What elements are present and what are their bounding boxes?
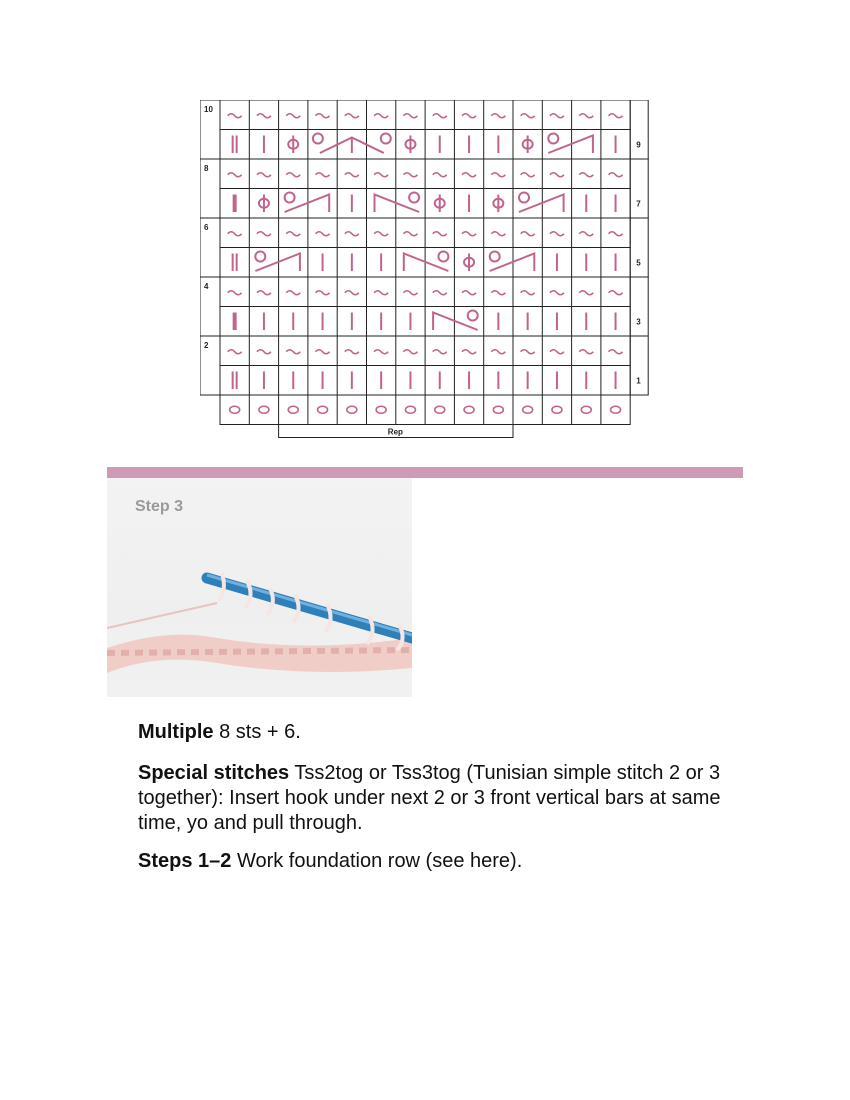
svg-text:6: 6	[204, 223, 209, 232]
svg-text:9: 9	[636, 140, 641, 150]
multiple-label: Multiple	[138, 721, 214, 743]
svg-text:Rep: Rep	[387, 427, 403, 437]
steps-label: Steps 1–2	[138, 850, 232, 872]
svg-text:10: 10	[204, 105, 213, 114]
steps-value: Work foundation row (see here).	[231, 850, 523, 872]
multiple-value: 8 sts + 6.	[213, 721, 301, 743]
photo-step-label: Step 3	[135, 498, 184, 515]
svg-text:5: 5	[636, 258, 641, 268]
special-stitches-paragraph	[138, 761, 748, 836]
stitch-chart-svg	[200, 100, 650, 445]
stitch-chart	[200, 100, 650, 445]
special-stitches-label: Special stitches	[138, 762, 290, 784]
section-divider	[107, 467, 743, 478]
svg-text:7: 7	[636, 199, 641, 209]
special-stitches-value: Tss2tog or Tss3tog (Tunisian simple stitch 2 or 3 together): Insert hook under next 2 or 3 front vertical bars at same time, yo and pull through.	[138, 762, 721, 834]
svg-text:2: 2	[204, 341, 209, 350]
crochet-hook-illustration	[107, 478, 412, 697]
step-3-photo	[107, 478, 412, 697]
steps-paragraph	[138, 849, 748, 874]
multiple-paragraph	[138, 720, 748, 745]
svg-text:3: 3	[636, 317, 641, 327]
svg-text:4: 4	[204, 282, 209, 291]
svg-text:1: 1	[636, 376, 641, 386]
svg-text:8: 8	[204, 164, 209, 173]
